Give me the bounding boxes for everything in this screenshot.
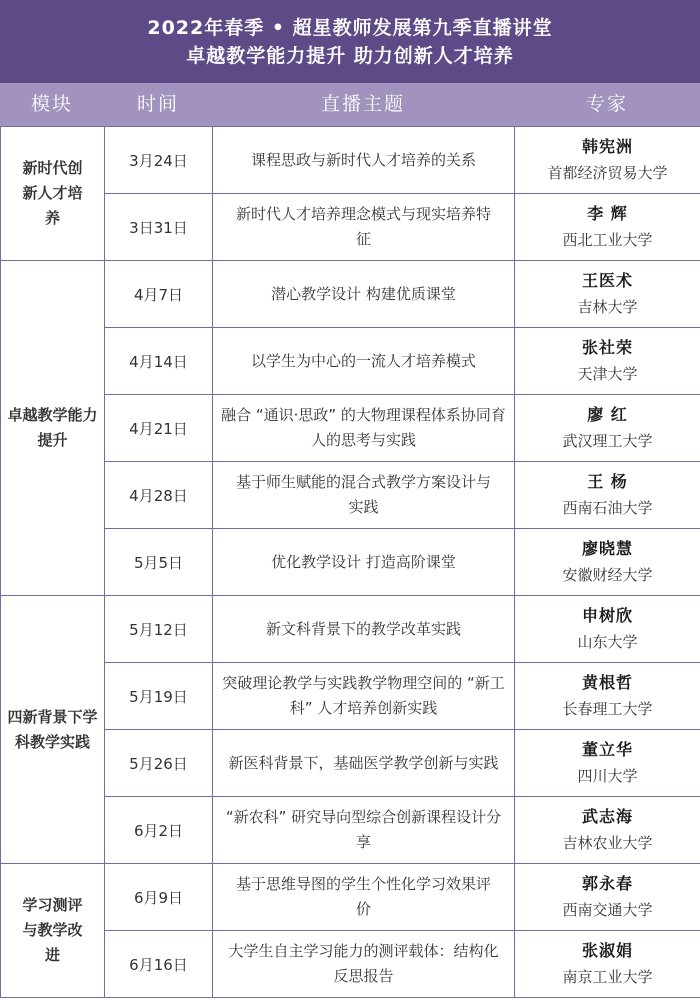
date-cell: 3日31日 — [105, 194, 213, 261]
topic-cell: 课程思政与新时代人才培养的关系 — [213, 127, 515, 194]
topic-text: 融合 “通识·思政” 的大物理课程体系协同育人的思考与实践 — [221, 406, 506, 449]
date-cell: 3月24日 — [105, 127, 213, 194]
topic-text: 大学生自主学习能力的测评载体：结构化反思报告 — [228, 942, 499, 985]
date-cell: 4月21日 — [105, 395, 213, 462]
header-module: 模块 — [30, 93, 73, 115]
expert-name: 武志海 — [581, 807, 633, 826]
module-label: 新时代创新人才培养 — [22, 159, 83, 227]
expert-org: 四川大学 — [577, 767, 638, 785]
expert-cell — [515, 127, 700, 194]
header-time: 时间 — [136, 93, 179, 115]
topic-text: 新时代人才培养理念模式与现实培养特征 — [235, 205, 491, 248]
banner-subtitle: 卓越教学能力提升 助力创新人才培养 — [186, 44, 514, 67]
module-cell — [1, 596, 105, 864]
header-expert: 专家 — [585, 93, 628, 115]
date-cell: 5月19日 — [105, 663, 213, 730]
expert-cell — [515, 328, 700, 395]
topic-cell: 新文科背景下的教学改革实践 — [213, 596, 515, 663]
expert-name: 张淑娟 — [581, 941, 633, 960]
expert-org: 吉林农业大学 — [562, 834, 653, 852]
date-cell: 6月2日 — [105, 797, 213, 864]
expert-name: 廖 红 — [587, 405, 628, 424]
expert-name: 王 杨 — [587, 472, 628, 491]
banner-title: 2022年春季 • 超星教师发展第九季直播讲堂 — [147, 16, 553, 39]
table-row — [1, 663, 700, 730]
date-cell: 5月12日 — [105, 596, 213, 663]
table-row — [1, 730, 700, 797]
topic-cell — [213, 931, 515, 998]
module-label: 卓越教学能力提升 — [7, 406, 98, 449]
date-cell: 5月26日 — [105, 730, 213, 797]
topic-cell — [213, 864, 515, 931]
expert-name: 张社荣 — [581, 338, 633, 357]
expert-name: 黄根哲 — [581, 673, 633, 692]
expert-org: 西南交通大学 — [562, 901, 653, 919]
expert-name: 申树欣 — [581, 606, 633, 625]
expert-name: 王医术 — [581, 271, 633, 290]
date-cell: 4月7日 — [105, 261, 213, 328]
expert-cell — [515, 462, 700, 529]
expert-name: 郭永春 — [581, 874, 633, 893]
module-cell — [1, 261, 105, 596]
expert-org: 首都经济贸易大学 — [547, 164, 668, 182]
table-row — [1, 596, 700, 663]
topic-cell — [213, 462, 515, 529]
expert-cell — [515, 864, 700, 931]
expert-name: 李 辉 — [587, 204, 628, 223]
table-row — [1, 462, 700, 529]
schedule-table — [0, 126, 700, 998]
header-topic: 直播主题 — [320, 93, 405, 115]
expert-org: 安徽财经大学 — [562, 566, 653, 584]
expert-name: 董立华 — [581, 740, 633, 759]
date-cell: 5月5日 — [105, 529, 213, 596]
expert-cell — [515, 261, 700, 328]
expert-org: 西北工业大学 — [562, 231, 653, 249]
expert-cell — [515, 663, 700, 730]
expert-cell — [515, 395, 700, 462]
topic-cell: 潜心教学设计 构建优质课堂 — [213, 261, 515, 328]
expert-org: 南京工业大学 — [562, 968, 653, 986]
expert-org: 天津大学 — [577, 365, 638, 383]
expert-org: 吉林大学 — [577, 298, 638, 316]
table-row — [1, 261, 700, 328]
table-row — [1, 194, 700, 261]
table-row — [1, 328, 700, 395]
date-cell: 4月14日 — [105, 328, 213, 395]
expert-cell — [515, 797, 700, 864]
expert-cell — [515, 194, 700, 261]
table-row — [1, 127, 700, 194]
expert-cell — [515, 596, 700, 663]
date-cell: 6月9日 — [105, 864, 213, 931]
expert-cell — [515, 931, 700, 998]
expert-cell — [515, 730, 700, 797]
expert-org: 长春理工大学 — [562, 700, 653, 718]
date-cell: 4月28日 — [105, 462, 213, 529]
expert-cell — [515, 529, 700, 596]
topic-text: “新农科” 研究导向型综合创新课程设计分享 — [225, 808, 502, 851]
expert-org: 武汉理工大学 — [562, 432, 653, 450]
table-row — [1, 529, 700, 596]
topic-text: 基于思维导图的学生个性化学习效果评价 — [235, 875, 491, 918]
table-row — [1, 864, 700, 931]
topic-cell — [213, 395, 515, 462]
module-label: 四新背景下学科教学实践 — [7, 707, 98, 751]
topic-text: 基于师生赋能的混合式教学方案设计与实践 — [235, 473, 491, 516]
table-row — [1, 797, 700, 864]
topic-cell — [213, 797, 515, 864]
module-label: 学习测评与教学改进 — [22, 896, 83, 964]
topic-cell: 以学生为中心的一流人才培养模式 — [213, 328, 515, 395]
topic-cell — [213, 194, 515, 261]
topic-text: 新医科背景下，基础医学教学创新与实践 — [228, 753, 499, 772]
table-header — [0, 83, 700, 126]
date-cell: 6月16日 — [105, 931, 213, 998]
expert-name: 韩宪洲 — [581, 137, 633, 156]
topic-text: 突破理论教学与实践教学物理空间的 “新工科” 人才培养创新实践 — [222, 674, 505, 717]
expert-name: 廖晓慧 — [581, 539, 633, 558]
table-row — [1, 931, 700, 998]
expert-org: 西南石油大学 — [562, 499, 653, 517]
module-cell — [1, 864, 105, 998]
topic-cell — [213, 663, 515, 730]
topic-cell: 优化教学设计 打造高阶课堂 — [213, 529, 515, 596]
title-banner — [0, 0, 700, 83]
table-row — [1, 395, 700, 462]
expert-org: 山东大学 — [577, 633, 638, 651]
module-cell — [1, 127, 105, 261]
topic-cell — [213, 730, 515, 797]
